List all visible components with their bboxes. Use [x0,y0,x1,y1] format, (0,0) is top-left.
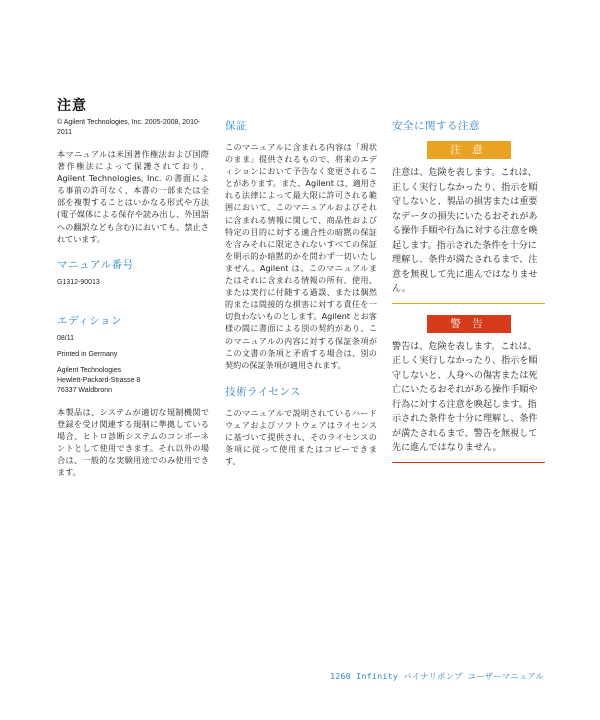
edition-body: 本製品は、システムが適切な規制機関で登録を受け関連する規制に準拠している場合、ヒトロ診断システムのコンポーネントとして使用できます。それ以外の場合は、一般的な実験用途でのみ使用できます。 [57,406,209,478]
warning-divider [392,462,545,463]
column-notices [57,118,209,478]
caution-label: 注 意 [427,141,511,159]
column-warranty [225,118,377,467]
warning-label: 警 告 [427,315,511,333]
address-line: Hewlett-Packard-Strasse 8 [57,376,141,384]
publisher-address [57,366,209,396]
page-title: 注意 [57,98,87,114]
caution-body: 注意は、危険を表します。これは、正しく実行しなかったり、指示を順守しないと、製品の損害または重要なデータの損失にいたるおそれがある操作手順や行為に対する注意を喚起します。指示された条件を十分に理解し、条件が満たされるまで、注意を無視して先に進んではなりません。 [392,168,538,294]
warning-body: 警告は、危険を表します。これは、正しく実行しなかったり、指示を順守しないと、人身への傷害または死亡にいたるおそれがある操作手順や行為に対する注意を喚起します。指示された条件を十分に理解し、条件が満たされるまで、警告を無視して先に進んではなりません。 [392,341,538,453]
copyright-text: © Agilent Technologies, Inc. 2005-2008, 2010-2011 [57,119,201,136]
caution-box [392,141,545,304]
edition-date: 08/11 [57,334,74,342]
warning-box [392,315,545,463]
address-line: 76337 Waldbronn [57,386,113,394]
license-body: このマニュアルで説明されているハードウェアおよびソフトウェアはライセンスに基づいて提供され、そのライセンスの条項に従って使用またはコピーできます。 [225,407,377,467]
printed-in: Printed in Germany [57,350,118,358]
manual-number-value: G1312-90013 [57,278,100,286]
notice-body: 本マニュアルは米国著作権法および国際著作権法によって保護されており、Agilent Technologies, Inc. の書面による事前の許可なく、本書の一部または全部を複製することはいかなる形式や方法(電子媒体による保存や読み出し、外国語への翻訳なども含む)においても、禁止されています。 [57,149,209,244]
column-safety [392,118,545,463]
page-footer: 1260 Infinity バイナリポンプ ユーザーマニュアル [330,671,544,681]
warranty-heading: 保証 [225,120,247,132]
warranty-body: このマニュアルに含まれる内容は「現状のまま」提供されるもので、将来のエディションにおいて予告なく変更されることがあります。また、Agilent は、適用される法律によって最大限に許可される範囲において、このマニュアルおよびそれに含まれる情報に関して、商品性および特定の目的に対する適合性の暗黙の保証を含みそれに限定されないすべての保証を明示的か暗黙的かを問わず一切いたしません。Agilent は、このマニュアルまたはそれに含まれる情報の所有、使用、または実行に付随する過誤、または偶然的または間接的な損害に対する責任を一切負わないものとします。Agilent とお客様の間に書面による別の契約があり、このマニュアルの内容に対する保証条項がこの文書の条項と矛盾する場合は、別の契約の保証条項が適用されます。 [225,142,377,370]
caution-divider [392,303,545,304]
safety-heading: 安全に関する注意 [392,120,480,132]
edition-heading: エディション [57,314,122,327]
manual-number-heading: マニュアル番号 [57,258,134,271]
license-heading: 技術ライセンス [225,385,302,398]
address-line: Agilent Technologies [57,366,122,374]
